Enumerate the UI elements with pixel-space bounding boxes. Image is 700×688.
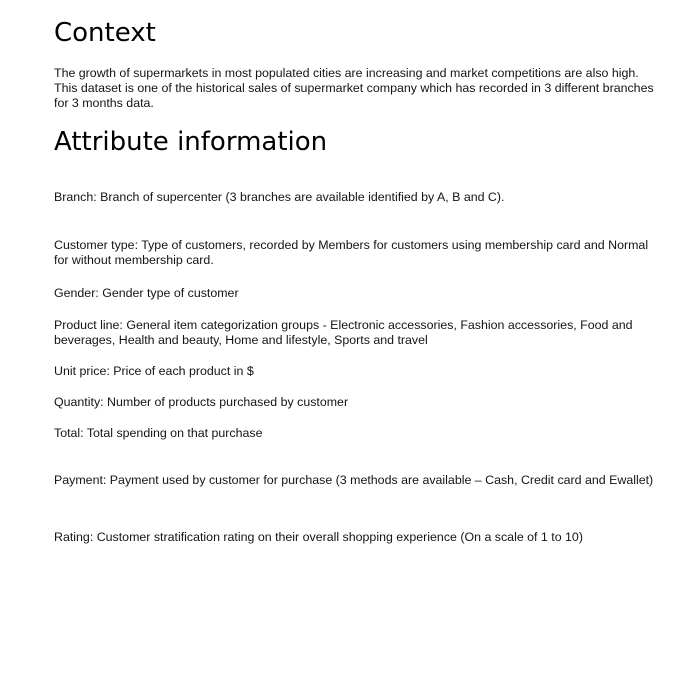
attribute-gender: Gender: Gender type of customer <box>54 286 239 300</box>
attribute-unit-price: Unit price: Price of each product in $ <box>54 364 254 378</box>
attribute-product-line: Product line: General item categorization groups - Electronic accessories, Fashion accessories, Food and beverages, Health and beauty, Home and lifestyle, Sports and travel <box>54 318 633 347</box>
attribute-customer-type: Customer type: Type of customers, recorded by Members for customers using membership card and Normal for without membership card. <box>54 238 649 267</box>
attribute-quantity: Quantity: Number of products purchased by customer <box>54 395 349 409</box>
attribute-branch: Branch: Branch of supercenter (3 branches are available identified by A, B and C). <box>54 190 505 204</box>
attribute-information-heading: Attribute information <box>54 127 328 157</box>
attribute-payment: Payment: Payment used by customer for purchase (3 methods are available – Cash, Credit card and Ewallet) <box>54 473 654 487</box>
attribute-total: Total: Total spending on that purchase <box>54 426 263 440</box>
attribute-rating: Rating: Customer stratification rating on their overall shopping experience (On a scale of 1 to 10) <box>54 530 583 544</box>
context-heading: Context <box>54 18 156 48</box>
context-paragraph: The growth of supermarkets in most populated cities are increasing and market competitions are also high. This dataset is one of the historical sales of supermarket company which has recorded in 3 different branches for 3 months data. <box>54 66 654 110</box>
